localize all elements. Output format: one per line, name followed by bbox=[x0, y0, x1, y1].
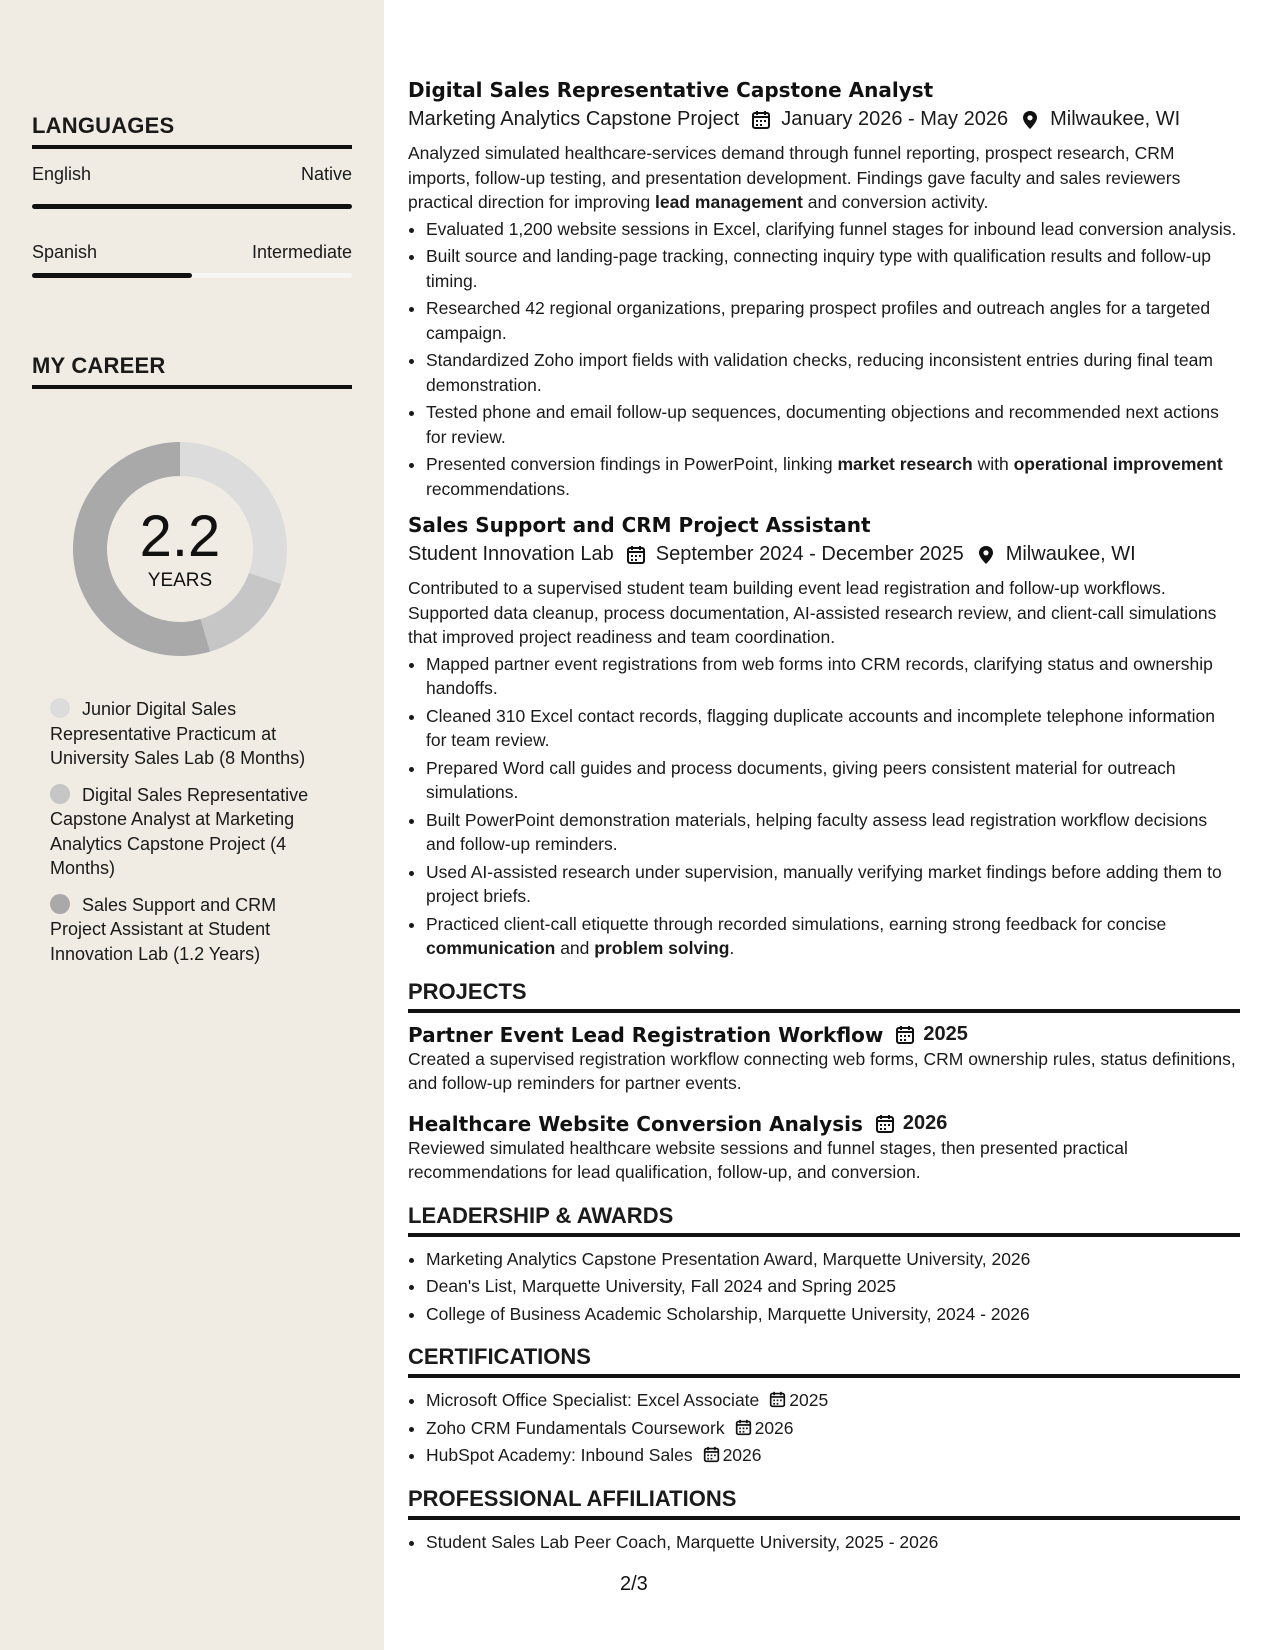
projects-heading: PROJECTS bbox=[408, 979, 1240, 1013]
bullet-item: • Cleaned 310 Excel contact records, flagging duplicate accounts and incomplete telephone information for team review. bbox=[426, 704, 1240, 753]
page-number: 2/3 bbox=[620, 1573, 648, 1595]
career-legend-label: Digital Sales Representative Capstone Analyst at Marketing Analytics Capstone Project (4 Months) bbox=[50, 784, 309, 878]
certification-item bbox=[426, 1416, 1240, 1441]
job-location: Milwaukee, WI bbox=[1005, 543, 1136, 565]
project-title: Healthcare Website Conversion Analysis bbox=[408, 1111, 863, 1136]
affiliations-list bbox=[426, 1530, 1240, 1555]
text-run: recommendations. bbox=[426, 478, 570, 499]
text-run: Practiced client-call etiquette through recorded simulations, earning strong feedback for concise bbox=[426, 913, 1167, 934]
certifications-list bbox=[426, 1388, 1240, 1468]
text-run-bold: operational improvement bbox=[1013, 454, 1223, 474]
job-location: Milwaukee, WI bbox=[1050, 108, 1181, 130]
bullet-item: • Prepared Word call guides and process documents, giving peers consistent material for outreach simulations. bbox=[426, 756, 1240, 805]
affiliation-item: • Student Sales Lab Peer Coach, Marquette University, 2025 - 2026 bbox=[426, 1530, 1240, 1555]
job-bullets bbox=[426, 652, 1240, 961]
bullet-item: • Mapped partner event registrations from web forms into CRM records, clarifying status and ownership handoffs. bbox=[426, 652, 1240, 701]
award-item: • Dean's List, Marquette University, Fall 2024 and Spring 2025 bbox=[426, 1274, 1240, 1299]
affiliations-heading: PROFESSIONAL AFFILIATIONS bbox=[408, 1486, 1240, 1520]
job-title: Digital Sales Representative Capstone Analyst bbox=[408, 78, 934, 102]
calendar-icon bbox=[751, 110, 771, 130]
certification-name: HubSpot Academy: Inbound Sales bbox=[426, 1445, 693, 1465]
certification-year: 2026 bbox=[722, 1445, 762, 1465]
language-name: English bbox=[32, 164, 92, 184]
career-legend-label: Sales Support and CRM Project Assistant at Student Innovation Lab (1.2 Years) bbox=[50, 894, 277, 964]
legend-dot bbox=[50, 698, 70, 718]
project-header bbox=[408, 1023, 1240, 1047]
certification-year: 2025 bbox=[789, 1390, 829, 1410]
career-heading: MY CAREER bbox=[32, 353, 352, 389]
career-total-value: 2.2 bbox=[139, 504, 221, 569]
bullet-item bbox=[426, 912, 1240, 961]
career-legend-item bbox=[50, 697, 330, 771]
job-dates: September 2024 - December 2025 bbox=[655, 543, 964, 565]
bullet-item bbox=[426, 452, 1240, 501]
experience-entry bbox=[408, 513, 1240, 961]
career-legend-item bbox=[50, 893, 330, 967]
job-summary: Contributed to a supervised student team building event lead registration and follow-up workflows. Supported data cleanup, process documentation, AI-assisted research review, and client-call simulations that improved project readiness and team coordination. bbox=[408, 578, 1217, 647]
legend-dot bbox=[50, 894, 70, 914]
certification-name: Microsoft Office Specialist: Excel Associate bbox=[426, 1390, 760, 1410]
calendar-icon bbox=[769, 1391, 786, 1408]
language-level: Native bbox=[300, 164, 352, 184]
career-legend-item bbox=[50, 783, 330, 881]
language-bar-fill bbox=[32, 204, 352, 209]
job-org: Marketing Analytics Capstone Project bbox=[408, 108, 740, 130]
career-total-unit: YEARS bbox=[147, 570, 213, 591]
job-meta bbox=[408, 543, 1240, 566]
language-bar-spanish bbox=[32, 273, 352, 278]
text-run: and conversion activity. bbox=[802, 192, 989, 212]
experience-entry bbox=[408, 78, 1240, 501]
job-title: Sales Support and CRM Project Assistant bbox=[408, 513, 871, 537]
calendar-icon bbox=[895, 1025, 915, 1045]
certification-year: 2026 bbox=[754, 1417, 794, 1438]
job-meta bbox=[408, 108, 1240, 131]
text-run: . bbox=[729, 938, 735, 958]
text-run-bold: lead management bbox=[655, 192, 803, 212]
text-run-bold: problem solving bbox=[594, 938, 730, 958]
text-run: and bbox=[555, 938, 595, 958]
bullet-item: • Evaluated 1,200 website sessions in Excel, clarifying funnel stages for inbound lead conversion analysis. bbox=[426, 217, 1240, 242]
awards-heading: LEADERSHIP & AWARDS bbox=[408, 1203, 1240, 1237]
project-title: Partner Event Lead Registration Workflow bbox=[408, 1022, 884, 1047]
calendar-icon bbox=[875, 1114, 895, 1134]
calendar-icon bbox=[626, 545, 646, 565]
career-legend-label: Junior Digital Sales Representative Practicum at University Sales Lab (8 Months) bbox=[50, 699, 306, 768]
bullet-item: • Used AI-assisted research under supervision, manually verifying market findings before adding them to project briefs. bbox=[426, 860, 1240, 909]
text-run: with bbox=[972, 454, 1014, 474]
language-row-spanish bbox=[32, 242, 352, 263]
certification-item bbox=[426, 1443, 1240, 1468]
certification-name: Zoho CRM Fundamentals Coursework bbox=[426, 1417, 725, 1438]
bullet-item: • Standardized Zoho import fields with validation checks, reducing inconsistent entries during final team demonstration. bbox=[426, 348, 1240, 397]
bullet-item: • Researched 42 regional organizations, preparing prospect profiles and outreach angles for a targeted campaign. bbox=[426, 296, 1240, 345]
project-description: Created a supervised registration workflow connecting web forms, CRM ownership rules, status definitions, and follow-up reminders for partner events. bbox=[408, 1048, 1236, 1093]
bullet-item: • Tested phone and email follow-up sequences, documenting objections and recommended next actions for review. bbox=[426, 400, 1240, 449]
project-year: 2026 bbox=[902, 1112, 948, 1134]
language-bar-fill bbox=[32, 273, 192, 278]
award-item: • Marketing Analytics Capstone Presentation Award, Marquette University, 2026 bbox=[426, 1247, 1240, 1272]
job-dates: January 2026 - May 2026 bbox=[781, 108, 1009, 130]
map-pin-icon bbox=[1020, 110, 1040, 130]
text-run-bold: market research bbox=[837, 454, 973, 474]
languages-heading: LANGUAGES bbox=[32, 113, 352, 149]
language-bar-english bbox=[32, 204, 352, 209]
main-content bbox=[408, 78, 1240, 1557]
awards-list bbox=[426, 1247, 1240, 1327]
bullet-item: • Built PowerPoint demonstration materials, helping faculty assess lead registration workflow decisions and follow-up reminders. bbox=[426, 808, 1240, 857]
certification-item bbox=[426, 1388, 1240, 1413]
language-name: Spanish bbox=[32, 242, 98, 262]
text-run-bold: communication bbox=[426, 938, 556, 958]
language-level: Intermediate bbox=[251, 242, 352, 262]
text-run: Analyzed simulated healthcare-services demand through funnel reporting, prospect research, CRM imports, follow-up testing, and presentation development. Findings gave faculty and sales reviewers practical direction for improving bbox=[408, 143, 1181, 212]
language-row-english bbox=[32, 164, 352, 185]
project-year: 2025 bbox=[923, 1023, 968, 1045]
career-legend bbox=[50, 697, 330, 978]
certifications-heading: CERTIFICATIONS bbox=[408, 1344, 1240, 1378]
project-header bbox=[408, 1112, 1240, 1136]
legend-dot bbox=[50, 784, 70, 804]
map-pin-icon bbox=[976, 545, 996, 565]
project-description: Reviewed simulated healthcare website sessions and funnel stages, then presented practical recommendations for lead qualification, follow-up, and conversion. bbox=[408, 1137, 1128, 1182]
bullet-item: • Built source and landing-page tracking, connecting inquiry type with qualification results and follow-up timing. bbox=[426, 244, 1240, 293]
text-run: Presented conversion findings in PowerPoint, linking bbox=[426, 454, 838, 474]
calendar-icon bbox=[703, 1446, 720, 1463]
award-item: • College of Business Academic Scholarship, Marquette University, 2024 - 2026 bbox=[426, 1302, 1240, 1327]
sidebar bbox=[0, 0, 384, 1650]
job-bullets bbox=[426, 217, 1240, 502]
calendar-icon bbox=[735, 1419, 752, 1436]
job-org: Student Innovation Lab bbox=[408, 543, 614, 565]
job-summary bbox=[408, 141, 1240, 215]
